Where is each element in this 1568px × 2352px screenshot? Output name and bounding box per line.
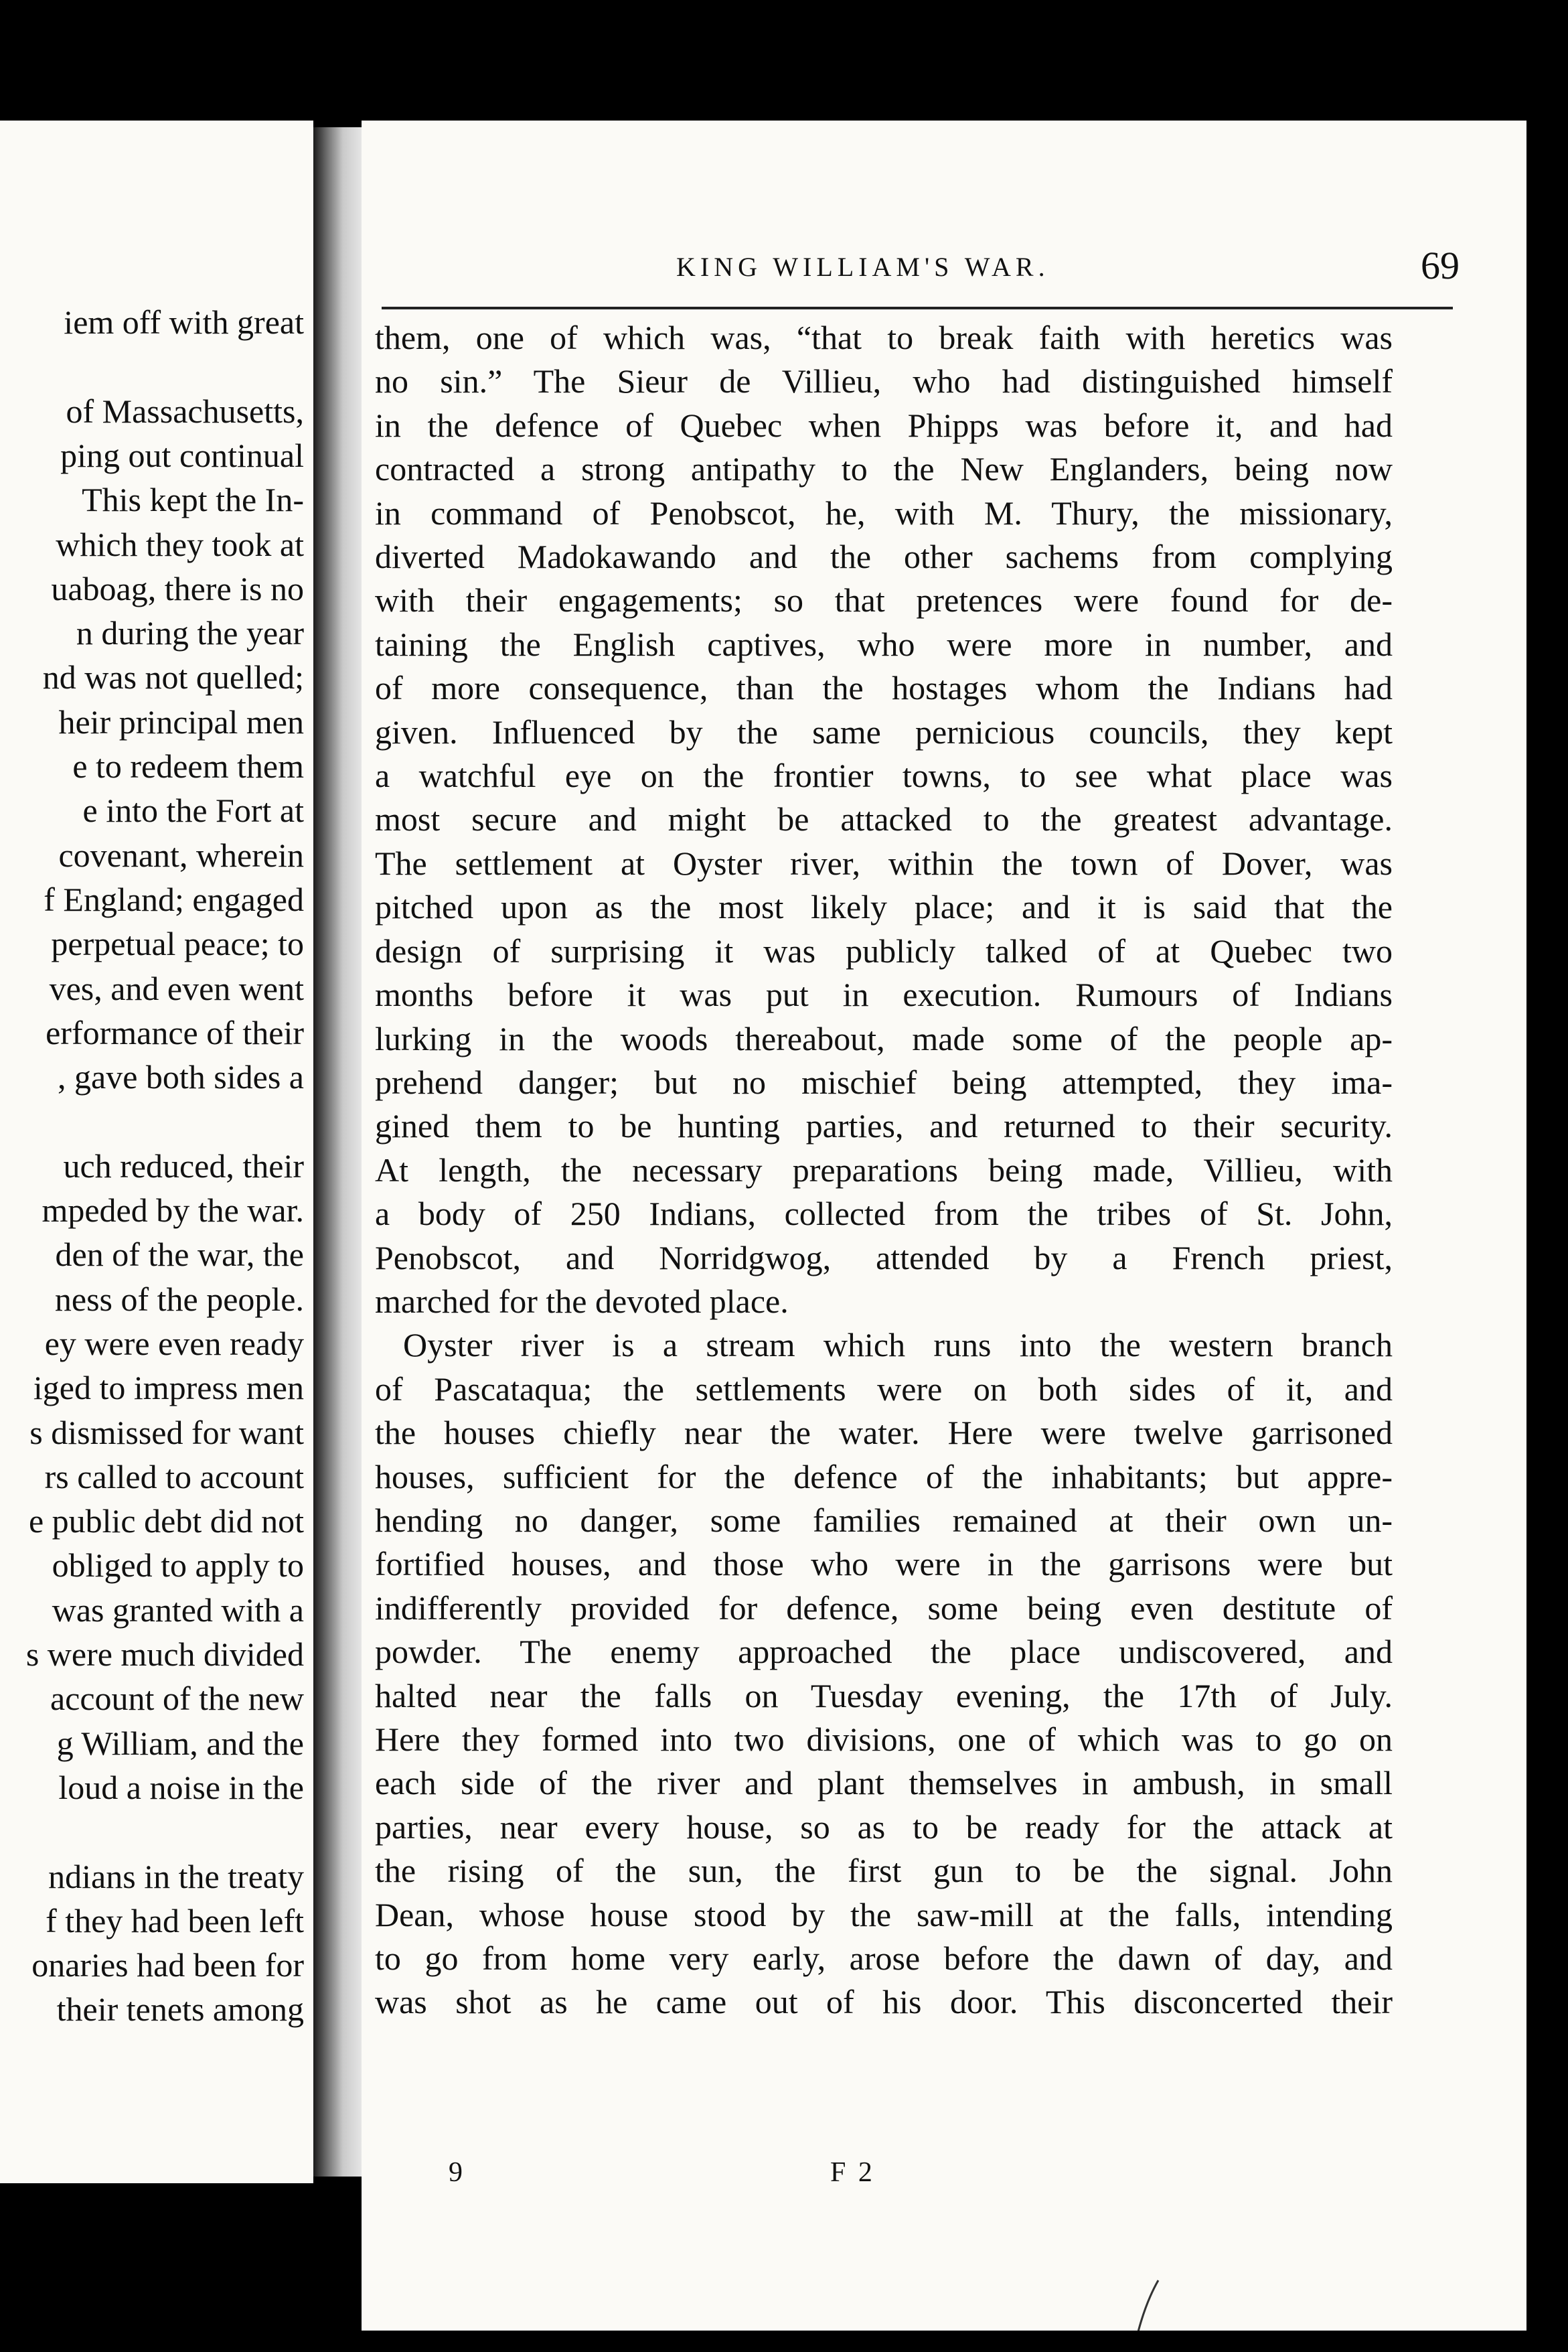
- left-page-line: e into the Fort at: [82, 792, 304, 830]
- page-69: [362, 121, 1526, 2331]
- left-page-line: onaries had been for: [31, 1946, 304, 1984]
- left-page-line: ness of the people.: [54, 1280, 304, 1318]
- left-page-line: was granted with a: [52, 1591, 304, 1629]
- left-page-line: ves, and even went: [49, 969, 304, 1007]
- text-line: of more consequence, than the hostages whom the Indians had: [375, 669, 1393, 707]
- left-page-line: iged to impress men: [33, 1369, 304, 1407]
- text-line: Dean, whose house stood by the saw-mill at the falls, intending: [375, 1895, 1393, 1933]
- left-page-line: heir principal men: [58, 703, 304, 741]
- text-line: taining the English captives, who were more in number, and: [375, 625, 1393, 663]
- header-rule: [382, 307, 1453, 309]
- text-line: a body of 250 Indians, collected from the tribes of St. John,: [375, 1195, 1393, 1233]
- left-page-line: perpetual peace; to: [51, 925, 304, 963]
- text-line: the rising of the sun, the first gun to be the signal. John: [375, 1852, 1393, 1890]
- text-line: with their engagements; so that pretences were found for de-: [375, 581, 1393, 619]
- left-page-line: uch reduced, their: [63, 1147, 304, 1185]
- text-line: Penobscot, and Norridgwog, attended by a French priest,: [375, 1238, 1393, 1276]
- signature-mark: F 2: [830, 2157, 875, 2188]
- facing-page-left: [0, 121, 313, 2183]
- text-line: At length, the necessary preparations being made, Villieu, with: [375, 1151, 1393, 1189]
- text-line: houses, sufficient for the defence of the inhabitants; but appre-: [375, 1457, 1393, 1495]
- text-line: hending no danger, some families remained at their own un-: [375, 1501, 1393, 1539]
- text-line: each side of the river and plant themselves in ambush, in small: [375, 1764, 1393, 1802]
- left-page-line: account of the new: [50, 1680, 304, 1718]
- text-line: fortified houses, and those who were in the garrisons were but: [375, 1545, 1393, 1583]
- body-text: [375, 316, 1393, 2025]
- signature-number: 9: [449, 2157, 463, 2188]
- left-page-line: g William, and the: [56, 1724, 304, 1762]
- left-page-line: n during the year: [76, 614, 304, 652]
- text-line: parties, near every house, so as to be ready for the attack at: [375, 1808, 1393, 1846]
- text-line: no sin.” The Sieur de Villieu, who had distinguished himself: [375, 362, 1393, 400]
- pencil-mark-icon: [1125, 2277, 1172, 2331]
- text-line: halted near the falls on Tuesday evening, the 17th of July.: [375, 1676, 1393, 1714]
- left-page-line: erformance of their: [46, 1013, 304, 1051]
- left-page-line: e to redeem them: [72, 747, 304, 785]
- text-line: months before it was put in execution. Rumours of Indians: [375, 976, 1393, 1014]
- left-page-line: loud a noise in the: [58, 1768, 304, 1806]
- left-page-line: ndians in the treaty: [48, 1857, 304, 1895]
- text-line: design of surprising it was publicly talked of at Quebec two: [375, 932, 1393, 970]
- text-line: contracted a strong antipathy to the New Englanders, being now: [375, 450, 1393, 488]
- left-page-line: ey were even ready: [44, 1324, 304, 1362]
- left-page-line: iem off with great: [64, 303, 304, 341]
- page-number: 69: [1421, 244, 1460, 287]
- text-line: Oyster river is a stream which runs into the western branch: [403, 1326, 1393, 1364]
- running-head: [362, 244, 1526, 291]
- text-line: in command of Penobscot, he, with M. Thury, the missionary,: [375, 494, 1393, 532]
- text-line: The settlement at Oyster river, within the town of Dover, was: [375, 844, 1393, 882]
- left-page-line: This kept the In-: [82, 481, 304, 519]
- text-line: was shot as he came out of his door. This disconcerted their: [375, 1983, 1393, 2021]
- text-line: Here they formed into two divisions, one of which was to go on: [375, 1720, 1393, 1758]
- text-line: marched for the devoted place.: [375, 1282, 789, 1320]
- text-line: gined them to be hunting parties, and returned to their security.: [375, 1107, 1393, 1145]
- left-page-line: which they took at: [56, 525, 304, 563]
- left-page-line: s dismissed for want: [29, 1413, 304, 1451]
- left-page-line: den of the war, the: [55, 1236, 304, 1274]
- left-page-line: covenant, wherein: [58, 836, 304, 874]
- left-page-line: rs called to account: [44, 1457, 304, 1495]
- text-line: them, one of which was, “that to break faith with heretics was: [375, 319, 1393, 356]
- text-line: of Pascataqua; the settlements were on both sides of it, and: [375, 1370, 1393, 1408]
- left-page-line: e public debt did not: [28, 1502, 304, 1540]
- text-line: powder. The enemy approached the place undiscovered, and: [375, 1633, 1393, 1671]
- text-line: given. Influenced by the same pernicious councils, they kept: [375, 713, 1393, 751]
- text-line: prehend danger; but no mischief being attempted, they ima-: [375, 1063, 1393, 1101]
- text-line: indifferently provided for defence, some being even destitute of: [375, 1589, 1393, 1627]
- text-line: pitched upon as the most likely place; and it is said that the: [375, 888, 1393, 926]
- text-line: lurking in the woods thereabout, made some of the people ap-: [375, 1019, 1393, 1057]
- left-page-line: , gave both sides a: [58, 1058, 304, 1096]
- text-line: a watchful eye on the frontier towns, to see what place was: [375, 757, 1393, 795]
- text-line: most secure and might be attacked to the greatest advantage.: [375, 800, 1393, 838]
- running-head-title: KING WILLIAM'S WAR.: [676, 252, 1050, 282]
- text-line: in the defence of Quebec when Phipps was before it, and had: [375, 406, 1393, 444]
- left-page-line: s were much divided: [25, 1635, 304, 1673]
- text-line: the houses chiefly near the water. Here were twelve garrisoned: [375, 1414, 1393, 1452]
- left-page-line: of Massachusetts,: [66, 392, 304, 430]
- text-line: to go from home very early, arose before the dawn of day, and: [375, 1939, 1393, 1978]
- left-page-line: f England; engaged: [44, 880, 304, 918]
- left-page-line: mpeded by the war.: [42, 1191, 304, 1229]
- left-page-line: f they had been left: [46, 1901, 304, 1939]
- left-page-line: uaboag, there is no: [51, 569, 304, 607]
- left-page-line: ping out continual: [60, 436, 304, 474]
- left-page-line: obliged to apply to: [52, 1546, 304, 1585]
- text-line: diverted Madokawando and the other sachems from complying: [375, 538, 1393, 576]
- left-page-line: nd was not quelled;: [42, 658, 304, 696]
- left-page-line: their tenets among: [56, 1990, 304, 2029]
- book-gutter: [313, 127, 367, 2177]
